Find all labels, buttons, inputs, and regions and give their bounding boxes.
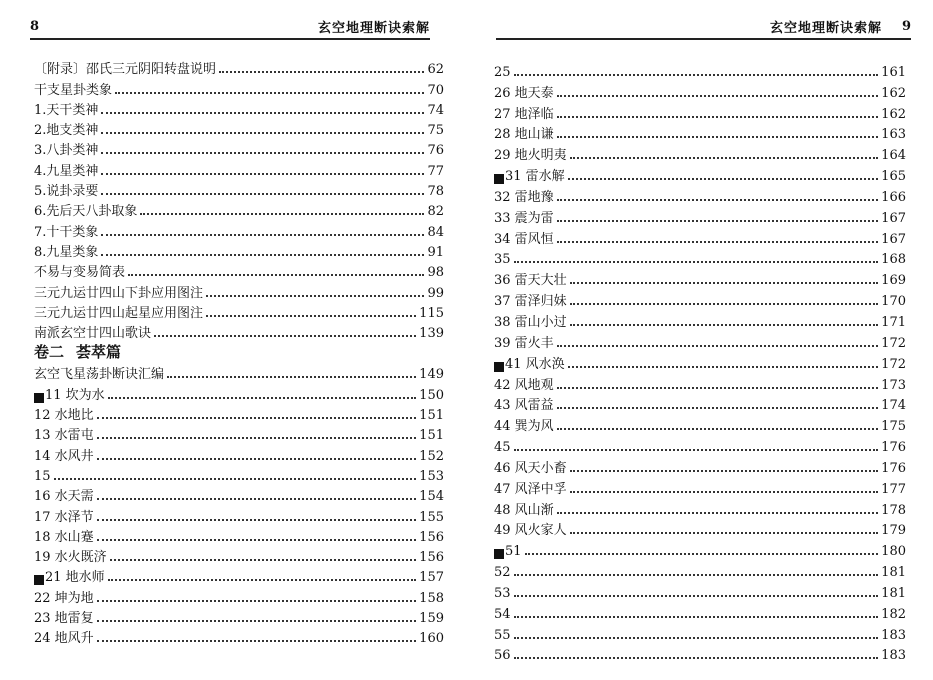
toc-entry-page: 162	[881, 85, 906, 101]
toc-entry	[34, 138, 444, 158]
toc-entry	[494, 476, 906, 497]
dot-leader	[525, 553, 879, 555]
toc-entry	[34, 260, 444, 280]
toc-entry-label: 41 风水涣	[505, 356, 565, 372]
toc-entry-page: 156	[419, 550, 444, 566]
toc-entry	[34, 626, 444, 646]
toc-entry	[494, 163, 906, 184]
toc-entry-label: 11 坎为水	[45, 387, 105, 403]
dot-leader	[570, 303, 878, 305]
toc-entry	[34, 98, 444, 118]
toc-entry-page: 156	[419, 529, 444, 545]
toc-entry-label: 5.说卦录要	[34, 184, 99, 200]
toc-entry-page: 91	[427, 244, 444, 260]
toc-entry-page: 62	[427, 62, 444, 78]
toc-entry-page: 76	[427, 143, 444, 159]
right-toc-list	[494, 59, 906, 663]
toc-entry-page: 159	[419, 611, 444, 627]
toc-entry	[494, 455, 906, 476]
dot-leader	[570, 470, 878, 472]
toc-entry-label: 51	[505, 544, 522, 560]
toc-entry	[34, 362, 444, 382]
dot-leader	[101, 254, 424, 256]
dot-leader	[97, 640, 416, 642]
toc-entry-label: 49 风火家人	[494, 523, 567, 539]
toc-entry-label: 54	[494, 606, 511, 622]
left-page-number: 8	[30, 18, 40, 34]
toc-entry-page: 179	[881, 523, 906, 539]
toc-entry-page: 170	[881, 294, 906, 310]
toc-entry	[494, 580, 906, 601]
toc-entry	[494, 372, 906, 393]
dot-leader	[108, 579, 416, 581]
toc-entry-label: 12 水地比	[34, 408, 94, 424]
toc-entry-label: 21 地水师	[45, 570, 105, 586]
toc-entry	[494, 184, 906, 205]
toc-entry-label: 2.地支类神	[34, 123, 99, 139]
toc-entry-label: 18 水山蹇	[34, 529, 94, 545]
left-page	[0, 0, 466, 680]
toc-entry-page: 115	[419, 305, 444, 321]
toc-entry-label: 不易与变易简表	[34, 265, 126, 281]
toc-entry	[34, 219, 444, 239]
toc-entry	[494, 622, 906, 643]
dot-leader	[514, 261, 879, 263]
toc-entry-page: 176	[881, 460, 906, 476]
toc-entry-page: 171	[881, 314, 906, 330]
black-square-marker-icon	[494, 174, 504, 184]
dot-leader	[514, 657, 879, 659]
toc-entry-page: 166	[881, 189, 906, 205]
right-running-title: 玄空地理断诀索解	[769, 20, 882, 36]
toc-entry-label: 6.先后天八卦取象	[34, 204, 138, 220]
toc-entry-label: 43 风雷益	[494, 398, 554, 414]
toc-entry	[34, 403, 444, 423]
toc-entry-label: 23 地雷复	[34, 611, 94, 627]
toc-entry	[34, 585, 444, 605]
toc-entry	[494, 309, 906, 330]
dot-leader	[570, 157, 878, 159]
toc-entry-page: 182	[881, 606, 906, 622]
toc-entry-label: 39 雷火丰	[494, 335, 554, 351]
dot-leader	[568, 178, 878, 180]
toc-entry-page: 173	[881, 377, 906, 393]
dot-leader	[557, 345, 878, 347]
toc-entry	[494, 142, 906, 163]
toc-entry	[34, 77, 444, 97]
toc-entry	[494, 393, 906, 414]
dot-leader	[514, 574, 879, 576]
black-square-marker-icon	[494, 549, 504, 559]
toc-entry-label: 33 震为雷	[494, 210, 554, 226]
toc-entry	[34, 199, 444, 219]
toc-entry-label: 55	[494, 627, 511, 643]
toc-entry-label: 4.九星类神	[34, 163, 99, 179]
section-volume: 卷二	[34, 343, 65, 362]
dot-leader	[167, 376, 416, 378]
toc-entry-label: 24 地风升	[34, 631, 94, 647]
toc-entry	[34, 464, 444, 484]
toc-entry-page: 77	[427, 163, 444, 179]
toc-entry	[494, 101, 906, 122]
toc-entry-page: 169	[881, 273, 906, 289]
dot-leader	[97, 539, 416, 541]
toc-entry-page: 163	[881, 127, 906, 143]
dot-leader	[97, 458, 416, 460]
toc-entry	[34, 301, 444, 321]
toc-entry-label: 32 雷地豫	[494, 189, 554, 205]
toc-entry-label: 13 水雷屯	[34, 428, 94, 444]
toc-entry	[494, 122, 906, 143]
toc-entry-label: 19 水火既济	[34, 550, 107, 566]
toc-entry-page: 183	[881, 648, 906, 664]
toc-entry-page: 139	[419, 326, 444, 342]
dot-leader	[514, 637, 879, 639]
toc-entry	[494, 205, 906, 226]
dot-leader	[97, 417, 416, 419]
toc-entry-page: 178	[881, 502, 906, 518]
toc-entry	[34, 118, 444, 138]
toc-entry-page: 172	[881, 356, 906, 372]
dot-leader	[97, 437, 416, 439]
toc-entry	[34, 423, 444, 443]
toc-entry	[494, 330, 906, 351]
toc-entry-page: 151	[419, 428, 444, 444]
dot-leader	[570, 282, 878, 284]
dot-leader	[101, 193, 424, 195]
toc-entry-page: 167	[881, 231, 906, 247]
toc-entry	[494, 643, 906, 664]
toc-entry	[34, 382, 444, 402]
dot-leader	[128, 274, 424, 276]
toc-entry-label: 56	[494, 648, 511, 664]
left-toc-list	[34, 57, 444, 646]
toc-entry-page: 161	[881, 64, 906, 80]
toc-entry-page: 164	[881, 148, 906, 164]
toc-entry-page: 158	[419, 590, 444, 606]
dot-leader	[557, 199, 878, 201]
dot-leader	[557, 136, 878, 138]
toc-entry	[494, 497, 906, 518]
dot-leader	[101, 173, 424, 175]
toc-entry	[34, 545, 444, 565]
toc-entry-page: 98	[427, 265, 444, 281]
right-page-header	[496, 14, 911, 40]
dot-leader	[557, 95, 878, 97]
toc-entry	[494, 413, 906, 434]
toc-entry-label: 16 水天需	[34, 489, 94, 505]
toc-entry-page: 78	[427, 184, 444, 200]
dot-leader	[557, 241, 878, 243]
toc-entry	[34, 443, 444, 463]
dot-leader	[115, 92, 424, 94]
toc-entry-label: 34 雷风恒	[494, 231, 554, 247]
dot-leader	[557, 387, 878, 389]
right-page-number: 9	[901, 18, 911, 34]
toc-entry-page: 181	[881, 585, 906, 601]
toc-entry-page: 153	[419, 468, 444, 484]
toc-entry-page: 177	[881, 481, 906, 497]
toc-entry-label: 15	[34, 468, 51, 484]
dot-leader	[97, 600, 416, 602]
toc-entry-page: 82	[427, 204, 444, 220]
toc-entry	[34, 57, 444, 77]
toc-entry-page: 149	[419, 367, 444, 383]
toc-entry-label: 玄空飞星荡卦断诀汇编	[34, 367, 165, 383]
toc-entry	[494, 226, 906, 247]
toc-entry-page: 168	[881, 252, 906, 268]
toc-entry	[494, 288, 906, 309]
toc-entry-label: 17 水泽节	[34, 509, 94, 525]
black-square-marker-icon	[34, 575, 44, 585]
toc-entry-page: 70	[427, 82, 444, 98]
toc-entry	[494, 601, 906, 622]
toc-entry-label: 南派玄空廿四山歌诀	[34, 326, 152, 342]
toc-entry-page: 167	[881, 210, 906, 226]
dot-leader	[557, 512, 878, 514]
toc-entry-label: 三元九运廿四山下卦应用图注	[34, 285, 204, 301]
toc-entry-page: 84	[427, 224, 444, 240]
toc-entry-label: 1.天干类神	[34, 102, 99, 118]
toc-entry	[34, 280, 444, 300]
left-running-title: 玄空地理断诀索解	[317, 20, 430, 36]
toc-entry-label: 7.十干类象	[34, 224, 99, 240]
dot-leader	[514, 74, 879, 76]
toc-entry-page: 165	[881, 169, 906, 185]
toc-entry-label: 8.九星类象	[34, 244, 99, 260]
toc-entry	[34, 484, 444, 504]
dot-leader	[101, 234, 424, 236]
toc-entry-page: 75	[427, 123, 444, 139]
toc-entry-label: 27 地泽临	[494, 106, 554, 122]
toc-entry-page: 181	[881, 565, 906, 581]
toc-entry-label: 三元九运廿四山起星应用图注	[34, 305, 204, 321]
dot-leader	[570, 324, 878, 326]
dot-leader	[219, 71, 424, 73]
dot-leader	[101, 152, 424, 154]
toc-entry-page: 176	[881, 440, 906, 456]
toc-entry-page: 150	[419, 387, 444, 403]
toc-entry-label: 37 雷泽归妹	[494, 294, 567, 310]
dot-leader	[206, 295, 424, 297]
toc-entry-page: 154	[419, 489, 444, 505]
left-page-header	[30, 14, 430, 40]
toc-entry	[494, 80, 906, 101]
toc-entry	[494, 59, 906, 80]
toc-entry	[34, 504, 444, 524]
dot-leader	[514, 449, 879, 451]
dot-leader	[97, 498, 416, 500]
dot-leader	[568, 366, 878, 368]
dot-leader	[570, 532, 878, 534]
toc-entry-label: 47 风泽中孚	[494, 481, 567, 497]
dot-leader	[154, 335, 416, 337]
toc-entry	[34, 321, 444, 341]
dot-leader	[140, 213, 424, 215]
toc-entry-page: 172	[881, 335, 906, 351]
dot-leader	[54, 478, 417, 480]
dot-leader	[97, 620, 416, 622]
toc-entry	[494, 247, 906, 268]
toc-entry-label: 〔附录〕邵氏三元阴阳转盘说明	[34, 62, 217, 78]
toc-entry-label: 36 雷天大壮	[494, 273, 567, 289]
toc-entry-page: 162	[881, 106, 906, 122]
toc-entry-label: 干支星卦类象	[34, 82, 113, 98]
dot-leader	[557, 220, 878, 222]
toc-entry	[494, 434, 906, 455]
toc-entry-label: 48 风山渐	[494, 502, 554, 518]
toc-entry-label: 22 坤为地	[34, 590, 94, 606]
toc-entry-page: 155	[419, 509, 444, 525]
toc-entry	[34, 179, 444, 199]
dot-leader	[557, 116, 878, 118]
toc-entry	[494, 267, 906, 288]
dot-leader	[570, 491, 878, 493]
dot-leader	[97, 519, 416, 521]
toc-entry-label: 14 水风井	[34, 448, 94, 464]
toc-entry-label: 35	[494, 252, 511, 268]
toc-entry	[494, 351, 906, 372]
toc-entry	[34, 158, 444, 178]
toc-entry-page: 175	[881, 419, 906, 435]
toc-entry-label: 44 巽为风	[494, 419, 554, 435]
black-square-marker-icon	[494, 362, 504, 372]
dot-leader	[108, 397, 416, 399]
toc-entry-label: 3.八卦类神	[34, 143, 99, 159]
toc-entry	[34, 606, 444, 626]
toc-entry-label: 42 风地观	[494, 377, 554, 393]
toc-entry-page: 74	[427, 102, 444, 118]
toc-entry	[494, 559, 906, 580]
dot-leader	[514, 616, 879, 618]
toc-entry-label: 45	[494, 440, 511, 456]
toc-entry	[34, 240, 444, 260]
toc-entry-label: 53	[494, 585, 511, 601]
toc-entry	[494, 518, 906, 539]
toc-entry-label: 38 雷山小过	[494, 314, 567, 330]
toc-entry-label: 31 雷水解	[505, 169, 565, 185]
dot-leader	[557, 428, 878, 430]
toc-entry-page: 151	[419, 408, 444, 424]
section-name: 荟萃篇	[76, 343, 122, 362]
toc-entry-page: 174	[881, 398, 906, 414]
dot-leader	[206, 315, 416, 317]
dot-leader	[101, 132, 424, 134]
dot-leader	[101, 112, 424, 114]
black-square-marker-icon	[34, 393, 44, 403]
toc-entry-label: 29 地火明夷	[494, 148, 567, 164]
toc-entry-label: 28 地山谦	[494, 127, 554, 143]
toc-entry	[494, 538, 906, 559]
toc-entry-page: 160	[419, 631, 444, 647]
right-page	[466, 0, 933, 680]
toc-entry-label: 25	[494, 64, 511, 80]
toc-entry-label: 52	[494, 565, 511, 581]
toc-entry-page: 152	[419, 448, 444, 464]
toc-entry-label: 26 地天泰	[494, 85, 554, 101]
dot-leader	[514, 595, 879, 597]
toc-entry-page: 157	[419, 570, 444, 586]
toc-entry-page: 99	[427, 285, 444, 301]
toc-entry-page: 180	[881, 544, 906, 560]
toc-entry	[34, 525, 444, 545]
dot-leader	[557, 407, 878, 409]
dot-leader	[110, 559, 416, 561]
section-heading	[34, 341, 444, 362]
toc-entry-label: 46 风天小畜	[494, 460, 567, 476]
toc-entry	[34, 565, 444, 585]
toc-entry-page: 183	[881, 627, 906, 643]
